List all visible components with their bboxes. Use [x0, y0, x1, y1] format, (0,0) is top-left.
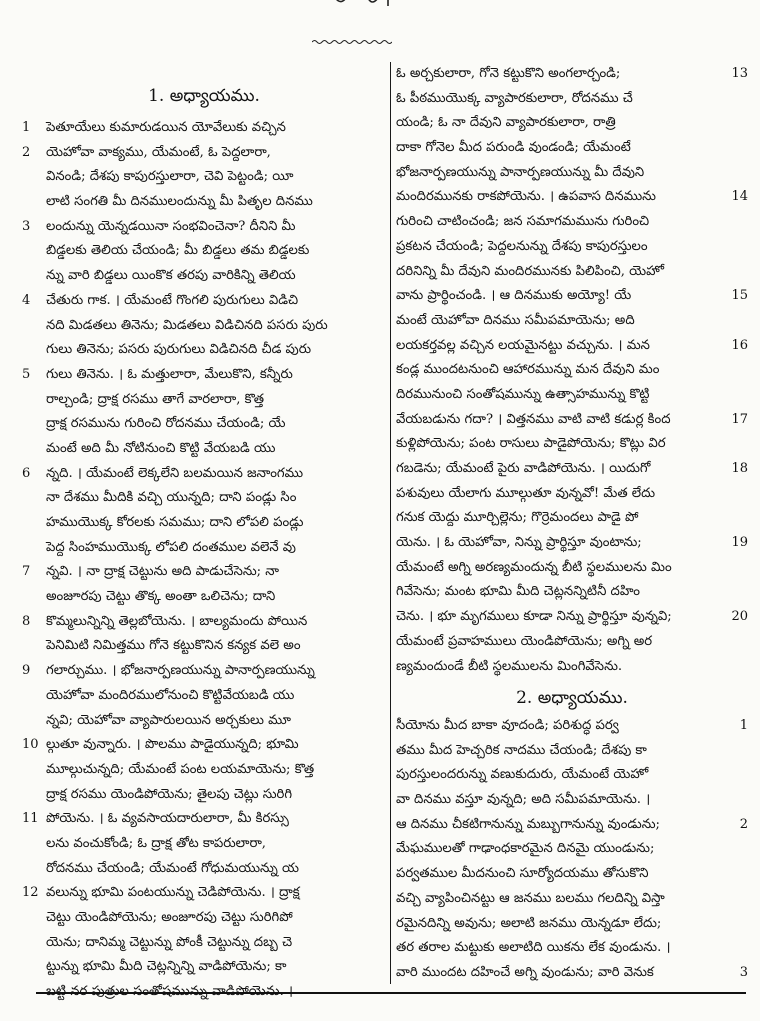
- verse-text: వచ్చి వ్యాపించినట్టు ఆ జనము బలము గలదిన్ని విస్తా: [396, 890, 665, 906]
- text-line: [396, 136, 748, 161]
- text-line: [396, 788, 748, 813]
- text-line: [22, 190, 386, 215]
- verse-number: 3: [739, 964, 748, 980]
- text-line: [396, 161, 748, 186]
- verse-text: కుళ్లిపోయెను; పంట రాసులు పాడైపోయెను; కొట్లు విర: [396, 436, 666, 452]
- text-line: [396, 763, 748, 788]
- text-line: [22, 634, 386, 659]
- verse-number: 13: [731, 66, 748, 81]
- verse-text: వేయబడును గదా? । విత్తనము వాటి వాటి కడుర్ల కింద: [396, 411, 671, 427]
- verse-text: వారి ముందట దహించే అగ్ని వుండును; వారి వెనుక: [396, 964, 654, 980]
- verse-text: గురించి చాటించండి; జన సమాగమమును గురించి: [396, 214, 650, 230]
- verse-number: 16: [731, 337, 748, 353]
- verse-text: గులు తినెను; పసరు పురుగులు విడిచినది చీడ పురు: [46, 342, 312, 358]
- text-line: [396, 531, 748, 556]
- verse-number: 19: [731, 535, 748, 551]
- verse-text: లయకర్తవల్ల వచ్చిన లయమైనట్టు వచ్చును. । మన: [396, 337, 650, 353]
- verse-text: రాల్చండి; ద్రాక్ష రసము తాగే వారలారా, కొత్త: [46, 391, 265, 407]
- verse-text: గబడెను; యేమంటే పైరు వాడిపోయెను. । యిదుగో: [396, 461, 651, 476]
- verse-text: తర తరాల మట్టుకు అలాటిది యికను లేక వుండును. ।: [396, 940, 671, 956]
- text-line: [396, 457, 748, 482]
- verse-text: పురస్తులందరున్ను వణుకుదురు, యేమంటే యెహో: [396, 767, 649, 783]
- text-line: [22, 141, 386, 166]
- text-line: [396, 739, 748, 764]
- verse-text: చెను. । భూ మృగములు కూడా నిన్ను ప్రార్థిస్తూ వున్నవి;: [396, 609, 672, 625]
- text-line: [396, 260, 748, 285]
- text-line: [22, 116, 386, 141]
- verse-text: దిరమునుంచి సంతోషమున్ను ఉత్సాహమున్ను కొట్టి: [396, 386, 650, 402]
- verse-text: ట్టున్ను భూమి మీది చెట్లన్నిన్ని వాడిపోయెను; కా: [46, 959, 287, 975]
- verse-text: భోజనార్పణయున్ను పానార్పణయున్ను మీ దేవుని: [396, 164, 645, 180]
- verse-text: యెహోవా వాక్యము, యేమంటే, ఓ పెద్దలారా,: [46, 144, 271, 160]
- verse-text: న్నది. । యేమంటే లెక్కలేని బలమయిన జనాంగము: [46, 465, 304, 481]
- verse-text: పెద్ద సింహముయొక్క లోపలి దంతముల వలెనే వు: [46, 539, 296, 555]
- text-line: [396, 936, 748, 961]
- verse-number: 8: [22, 613, 31, 629]
- text-line: [22, 684, 386, 709]
- text-line: [22, 314, 386, 339]
- text-line: [22, 239, 386, 264]
- text-line: [22, 388, 386, 413]
- text-line: [22, 758, 386, 783]
- verse-number: 6: [22, 465, 31, 481]
- verse-text: లందున్ను యెన్నడయినా సంభవించెనా? దీనిని మీ: [46, 218, 296, 234]
- verse-text: యెహోవా మందిరములోనుంచి కొట్టివేయబడి యు: [46, 687, 295, 703]
- text-line: [396, 62, 748, 87]
- verse-text: ప్రకటన చేయండి; పెద్దలనున్ను దేశపు కాపురస్తులం: [396, 238, 648, 254]
- verse-text: హముయొక్క కోరలకు సమము; దాని లోపలి పండ్లు: [46, 515, 304, 530]
- verse-text: నది మిడతలు తినెను; మిడతలు విడిచినది పసరు పురు: [46, 317, 328, 333]
- verse-text: నా దేశము మీదికి వచ్చి యున్నది; దాని పండ్లు సిం: [46, 490, 297, 506]
- text-line: [22, 338, 386, 363]
- text-line: [396, 111, 748, 136]
- verse-text: ద్రాక్ష రసము యెండిపోయెను; తైలపు చెట్లు సురిగి: [46, 786, 293, 802]
- verse-text: వా దినము వస్తూ వున్నది; అది సమీపమాయెను. ।: [396, 792, 651, 808]
- verse-text: వలున్ను భూమి పంటయున్ను చెడిపోయెను. । ద్రాక్ష: [46, 885, 300, 901]
- verse-text: న్ను వారి బిడ్డలు యింకొక తరపు వారికిన్ని తెలియ: [46, 268, 296, 284]
- text-line: [396, 714, 748, 739]
- verse-number: 15: [731, 288, 748, 304]
- verse-text: కండ్ల ముందటనుంచి ఆహారమున్ను మన దేవుని మం: [396, 362, 660, 378]
- verse-text: బిడ్డలకు తెలియ చేయండి; మీ బిడ్డలు తమ బిడ్డలకు: [46, 243, 310, 259]
- verse-number: 20: [731, 609, 748, 625]
- verse-number: 12: [22, 885, 39, 901]
- verse-text: గివేసెను; మంట భూమి మీది చెట్లనన్నిటినీ దహిం: [396, 584, 640, 600]
- verse-text: ణ్యమందుండే బీటి స్థలములను మింగివేసెను.: [396, 658, 623, 674]
- text-line: [396, 887, 748, 912]
- verse-text: మేఘములతో గాఢాంధకారమైన దినమై యుండును;: [396, 841, 655, 857]
- verse-number: 14: [731, 189, 748, 205]
- text-line: [396, 185, 748, 210]
- left-column: [22, 62, 386, 1000]
- text-line: [22, 832, 386, 857]
- text-line: [22, 215, 386, 240]
- text-line: [396, 334, 748, 359]
- chapter-heading: 1. అధ్యాయము.: [148, 86, 260, 106]
- verse-text: యేమంటే ప్రవాహములు యెండిపోయెను; అగ్ని అర: [396, 633, 653, 649]
- verse-number: 1: [739, 718, 748, 733]
- text-line: [22, 610, 386, 635]
- verse-text: కొమ్మలున్నిన్ని తెల్లబోయెను. । బాల్యమందు పోయిన: [46, 613, 308, 629]
- text-line: [22, 536, 386, 561]
- text-line: [22, 955, 386, 980]
- verse-text: సీయోను మీద బాకా వూదండి; పరిశుద్ధ పర్వ: [396, 718, 619, 733]
- verse-text: మంటే యెహోవా దినము సమీపమాయెను; అది: [396, 312, 635, 328]
- text-line: [22, 462, 386, 487]
- text-line: [22, 807, 386, 832]
- text-line: [396, 432, 748, 457]
- right-column: [396, 62, 748, 984]
- verse-text: గులు తినెను. । ఓ మత్తులారా, మేలుకొని, కన్నీరు: [46, 366, 293, 382]
- verse-text: యెను; దానిమ్మ చెట్టున్ను పోంకీ చెట్టున్ను దబ్బ చె: [46, 934, 293, 950]
- text-line: [396, 580, 748, 605]
- text-line: [22, 585, 386, 610]
- text-line: [22, 881, 386, 906]
- verse-text: అంజూరపు చెట్టు తొక్క అంతా ఒలిచెను; దాని: [46, 589, 276, 605]
- verse-text: యెను. । ఓ యెహోవా, నిన్ను ప్రార్థిస్తూ వుంటాను;: [396, 535, 642, 551]
- text-line: [22, 980, 386, 1005]
- verse-text: పర్వతముల మీదనుంచి సూర్యోదయము తోసుకొని: [396, 866, 649, 882]
- verse-text: పోయెను. । ఓ వ్యవసాయదారులారా, మీ కిరస్సు: [46, 811, 289, 827]
- verse-text: పెనిమిటి నిమిత్తము గోనె కట్టుకొనిన కన్యక వలె అం: [46, 638, 301, 654]
- verse-text: గనుక యెద్దు మూర్చిల్లెను; గొర్రెమందలు పాడై పో: [396, 510, 639, 526]
- text-line: [396, 235, 748, 260]
- text-line: [396, 87, 748, 112]
- verse-number: 10: [22, 737, 39, 753]
- verse-text: రోదనము చేయండి; యేమంటే గోధుమయున్ను య: [46, 860, 299, 876]
- text-line: [22, 857, 386, 882]
- text-line: [396, 210, 748, 235]
- text-line: [396, 630, 748, 655]
- verse-text: ల్గుతూ వున్నారు. । పొలము పాడైయున్నది; భూమి: [46, 737, 299, 753]
- verse-number: 9: [22, 663, 31, 679]
- text-line: [396, 284, 748, 309]
- verse-text: గలార్చుము. । భోజనార్పణయున్ను పానార్పణయున్ను: [46, 663, 315, 679]
- verse-text: దాకా గోనెల మీద పరుండి వుండండి; యేమంటే: [396, 140, 631, 156]
- verse-text: పెతూయేలు కుమారుడయిన యోవేలుకు వచ్చిన: [46, 120, 286, 135]
- text-line: [396, 912, 748, 937]
- verse-number: 2: [22, 144, 31, 160]
- verse-text: లను వంచుకోండి; ఓ ద్రాక్ష తోట కాపరులారా,: [46, 835, 266, 851]
- text-line: [396, 813, 748, 838]
- text-line: [22, 511, 386, 536]
- verse-text: బట్టి నర పుత్రుల సంతోషమున్ను వాడిపోయెను. ।: [46, 984, 293, 1000]
- verse-text: వాను ప్రార్థించండి. । ఆ దినముకు అయ్యో! యే: [396, 288, 632, 304]
- verse-text: మంటే అది మీ నోటినుంచి కొట్టి వేయబడి యు: [46, 440, 276, 456]
- verse-text: తము మీద హెచ్చరిక నాదము చేయండి; దేశపు కా: [396, 742, 647, 758]
- text-line: [396, 482, 748, 507]
- text-line: [22, 560, 386, 585]
- verse-text: మందిరమునకు రాకపోయెను. । ఉపవాస దినమును: [396, 189, 656, 205]
- text-line: [22, 363, 386, 388]
- verse-lines: [22, 116, 386, 1005]
- verse-number: 17: [731, 411, 748, 427]
- text-line: [22, 931, 386, 956]
- verse-number: 3: [22, 218, 31, 234]
- verse-text: పశువులు యేలాగు మూల్గుతూ వున్నవో! మేత లేదు: [396, 485, 656, 501]
- text-line: [396, 862, 748, 887]
- text-line: [396, 605, 748, 630]
- text-line: [396, 506, 748, 531]
- verse-text: ఓ పీఠముయొక్క వ్యాపారకులారా, రోదనము చే: [396, 90, 633, 106]
- text-line: [22, 659, 386, 684]
- text-line: [396, 408, 748, 433]
- column-divider: [390, 62, 391, 984]
- verse-text: మూల్గుచున్నది; యేమంటే పంట లయమాయెను; కొత్త: [46, 761, 315, 777]
- text-line: [22, 264, 386, 289]
- text-line: [396, 961, 748, 986]
- verse-number: 11: [22, 811, 39, 827]
- text-line: [22, 709, 386, 734]
- text-line: [22, 906, 386, 931]
- verse-text: న్నవి. । నా ద్రాక్ష చెట్టును అది పాడుచేసెను; నా: [46, 564, 279, 580]
- decorative-wavy-rule: [312, 38, 392, 46]
- verse-text: ద్రాక్ష రసమును గురించి రోదనము చేయండి; యే: [46, 416, 286, 432]
- verse-text: న్నవి; యెహోవా వ్యాపారులయిన అర్చకులు మూ: [46, 712, 291, 728]
- verse-number: 1: [22, 120, 31, 135]
- verse-text: యండి; ఓ నా దేవుని వ్యాపారకులారా, రాత్రి: [396, 115, 616, 131]
- text-line: [22, 783, 386, 808]
- text-line: [22, 289, 386, 314]
- text-line: [396, 655, 748, 680]
- text-line: [396, 358, 748, 383]
- text-line: [22, 412, 386, 437]
- verse-text: దరినిన్ని మీ దేవుని మందిరమునకు పిలిపించి, యెహో: [396, 263, 664, 279]
- verse-number: 18: [731, 461, 748, 476]
- text-line: [396, 837, 748, 862]
- verse-text: చేతురు గాక. । యేమంటే గొంగలి పురుగులు విడిచి: [46, 292, 299, 308]
- chapter-heading: 2. అధ్యాయము.: [516, 688, 628, 708]
- text-line: [22, 486, 386, 511]
- text-line: [22, 165, 386, 190]
- verse-text: వినండి; దేశపు కాపురస్తులారా, చెవి పెట్టండి; యీ: [46, 169, 294, 185]
- verse-number: 2: [739, 816, 748, 832]
- text-line: [22, 733, 386, 758]
- verse-lines: [396, 714, 748, 986]
- text-line: [22, 437, 386, 462]
- verse-text: ఆ దినము చీకటిగానున్ను మబ్బుగానున్ను వుండును;: [396, 816, 660, 832]
- verse-lines: [396, 62, 748, 679]
- text-line: [396, 383, 748, 408]
- verse-text: ఓ అర్చకులారా, గోనె కట్టుకొని అంగలార్చండి;: [396, 66, 621, 81]
- verse-number: 5: [22, 366, 31, 382]
- verse-number: 4: [22, 292, 31, 308]
- text-line: [396, 556, 748, 581]
- verse-text: లాటి సంగతి మీ దినములందున్ను మీ పితృల దినము: [46, 194, 313, 210]
- verse-number: 7: [22, 564, 31, 580]
- header-fragment-mark: [328, 0, 398, 14]
- text-line: [396, 309, 748, 334]
- verse-text: రమైనదిన్ని అవును; అలాటి జనము యెన్నడూ లేదు;: [396, 915, 662, 931]
- verse-text: చెట్టు యెండిపోయెను; అంజూరపు చెట్టు సురిగిపో: [46, 910, 293, 925]
- verse-text: యేమంటే అగ్ని అరణ్యమందున్న బీటి స్థలములను మిం: [396, 559, 672, 575]
